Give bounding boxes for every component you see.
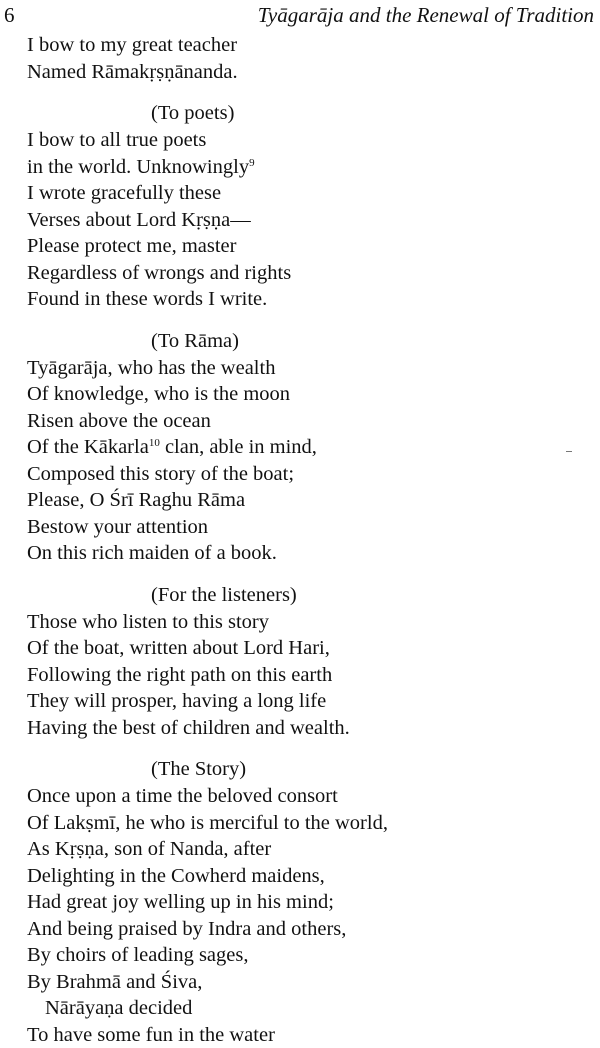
poem-line: Please, O Śrī Raghu Rāma [27,487,587,514]
poem-line: To have some fun in the water [27,1022,587,1048]
poem-line: Of the Kākarla$^{10}$ clan, able in mind, [27,434,587,461]
stanza-for-listeners [27,581,587,742]
poem-body [27,32,587,1048]
poem-line: I bow to my great teacher [27,32,587,59]
footnote-marker: 9 [249,157,255,169]
page-number: 6 [4,0,15,30]
poem-line: Had great joy welling up in his mind; [27,889,587,916]
poem-line: Tyāgarāja, who has the wealth [27,355,587,382]
poem-line: Nārāyaṇa decided [27,995,587,1022]
poem-line: Risen above the ocean [27,408,587,435]
poem-line: in the world. Unknowingly$^9$ [27,154,587,181]
poem-line: Of Lakṣmī, he who is merciful to the world, [27,810,587,837]
poem-line: Following the right path on this earth [27,662,587,689]
poem-line: Once upon a time the beloved consort [27,783,587,810]
stanza-to-rama [27,327,587,567]
poem-line: Composed this story of the boat; [27,461,587,488]
poem-line: And being praised by Indra and others, [27,916,587,943]
poem-line: Please protect me, master [27,233,587,260]
poem-line: As Kṛṣṇa, son of Nanda, after [27,836,587,863]
poem-line: Verses about Lord Kṛṣṇa— [27,207,587,234]
poem-line: Delighting in the Cowherd maidens, [27,863,587,890]
poem-line: I wrote gracefully these [27,180,587,207]
poem-line: They will prosper, having a long life [27,688,587,715]
poem-line: Named Rāmakṛṣṇānanda. [27,59,587,86]
margin-mark [566,451,572,452]
stanza-to-poets [27,99,587,313]
page-header [4,0,594,30]
poem-line: By Brahmā and Śiva, [27,969,587,996]
footnote-marker: 10 [149,437,160,449]
section-heading: (For the listeners) [27,581,587,609]
poem-line: Bestow your attention [27,514,587,541]
poem-line: By choirs of leading sages, [27,942,587,969]
poem-line: On this rich maiden of a book. [27,540,587,567]
poem-line: Found in these words I write. [27,286,587,313]
poem-line: Regardless of wrongs and rights [27,260,587,287]
section-heading: (The Story) [27,755,587,783]
poem-line: Those who listen to this story [27,609,587,636]
stanza-dedication [27,32,587,85]
section-heading: (To Rāma) [27,327,587,355]
poem-line: I bow to all true poets [27,127,587,154]
poem-line: Of knowledge, who is the moon [27,381,587,408]
poem-line: Of the boat, written about Lord Hari, [27,635,587,662]
poem-line: Having the best of children and wealth. [27,715,587,742]
section-heading: (To poets) [27,99,587,127]
running-title: Tyāgarāja and the Renewal of Tradition [258,0,594,30]
stanza-the-story [27,755,587,1048]
